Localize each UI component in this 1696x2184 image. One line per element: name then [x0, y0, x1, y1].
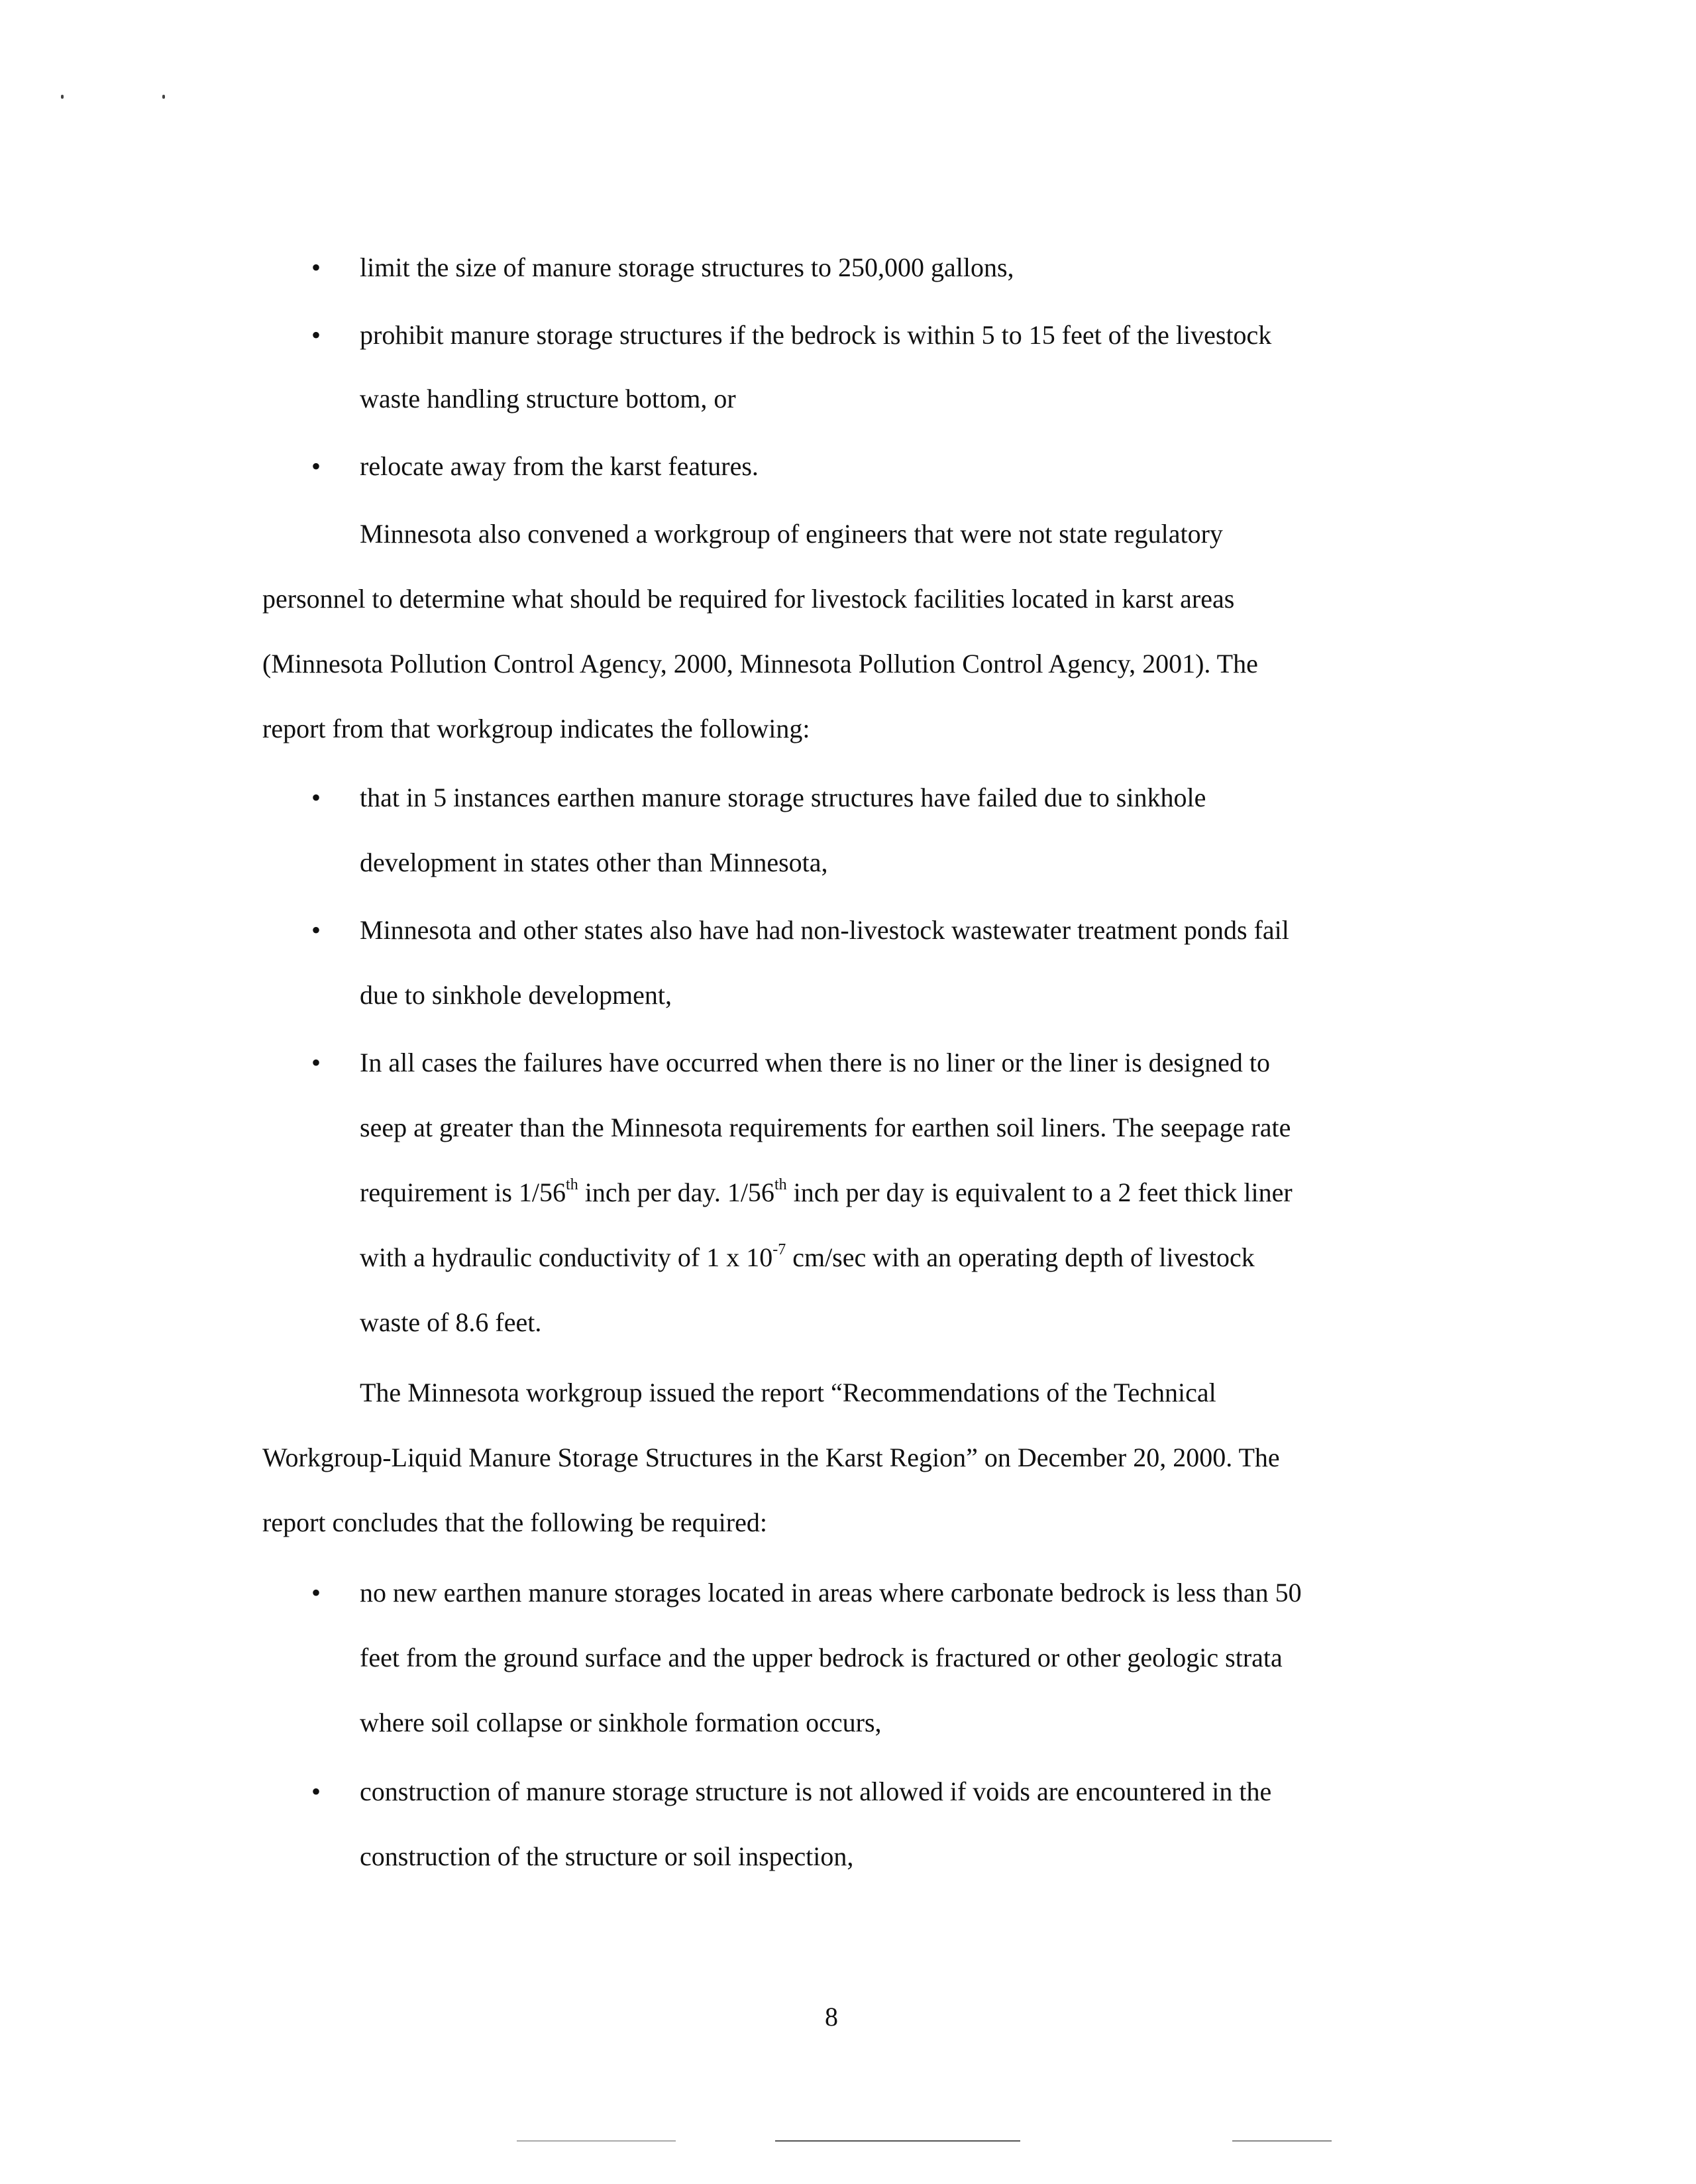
- line-text: inch per day. 1/56: [578, 1177, 774, 1207]
- para2-line2: Workgroup-Liquid Manure Storage Structures in the Karst Region” on December 20, 2000. The: [262, 1443, 1280, 1472]
- list2-item3-line4: [360, 1242, 1255, 1274]
- list1-item3-line1: relocate away from the karst features.: [360, 451, 759, 481]
- bullet: •: [311, 252, 321, 282]
- page-number: 8: [825, 2002, 838, 2032]
- list2-item3-line1: In all cases the failures have occurred when there is no liner or the liner is designed to: [360, 1048, 1270, 1077]
- superscript: th: [774, 1175, 787, 1193]
- list2-item1-line1: that in 5 instances earthen manure storage structures have failed due to sinkhole: [360, 783, 1206, 812]
- list3-item1-line1: no new earthen manure storages located in areas where carbonate bedrock is less than 50: [360, 1578, 1302, 1608]
- superscript: -7: [772, 1240, 786, 1258]
- line-text: inch per day is equivalent to a 2 feet thick liner: [786, 1177, 1293, 1207]
- line-text: cm/sec with an operating depth of livestock: [786, 1242, 1255, 1272]
- bullet: •: [311, 1048, 321, 1077]
- list3-item1-line2: feet from the ground surface and the upper bedrock is fractured or other geologic strata: [360, 1643, 1283, 1672]
- para2-line3: report concludes that the following be required:: [262, 1507, 767, 1537]
- bullet: •: [311, 783, 321, 812]
- scan-rule: [517, 2140, 676, 2142]
- bullet: •: [311, 1578, 321, 1608]
- list1-item2-line1: prohibit manure storage structures if the bedrock is within 5 to 15 feet of the livestock: [360, 320, 1272, 350]
- bullet: •: [311, 320, 321, 350]
- list2-item2-line2: due to sinkhole development,: [360, 980, 672, 1010]
- line-text: with a hydraulic conductivity of 1 x 10: [360, 1242, 773, 1272]
- list2-item3-line5: waste of 8.6 feet.: [360, 1307, 542, 1337]
- bullet: •: [311, 451, 321, 481]
- list3-item1-line3: where soil collapse or sinkhole formation occurs,: [360, 1708, 882, 1737]
- scan-speck: [61, 95, 64, 99]
- list3-item2-line2: construction of the structure or soil inspection,: [360, 1841, 854, 1871]
- para1-line1: Minnesota also convened a workgroup of engineers that were not state regulatory: [360, 519, 1223, 549]
- para2-line1: The Minnesota workgroup issued the report “Recommendations of the Technical: [360, 1378, 1216, 1407]
- para1-line4: report from that workgroup indicates the following:: [262, 714, 810, 743]
- scan-speck: [162, 95, 165, 99]
- line-text: requirement is 1/56: [360, 1177, 566, 1207]
- list2-item3-line2: seep at greater than the Minnesota requirements for earthen soil liners. The seepage rate: [360, 1113, 1291, 1142]
- list2-item2-line1: Minnesota and other states also have had non-livestock wastewater treatment ponds fail: [360, 915, 1289, 945]
- bullet: •: [311, 1776, 321, 1806]
- bullet: •: [311, 915, 321, 945]
- list2-item1-line2: development in states other than Minnesota,: [360, 847, 828, 877]
- para1-line2: personnel to determine what should be required for livestock facilities located in karst areas: [262, 584, 1235, 614]
- list1-item2-line2: waste handling structure bottom, or: [360, 384, 736, 413]
- list2-item3-line3: [360, 1177, 1293, 1209]
- para1-line3: (Minnesota Pollution Control Agency, 2000, Minnesota Pollution Control Agency, 2001). The: [262, 649, 1258, 679]
- scan-rule: [775, 2140, 1020, 2142]
- scan-rule: [1232, 2140, 1332, 2142]
- list1-item1-line1: limit the size of manure storage structures to 250,000 gallons,: [360, 252, 1014, 282]
- list3-item2-line1: construction of manure storage structure is not allowed if voids are encountered in the: [360, 1776, 1272, 1806]
- superscript: th: [566, 1175, 578, 1193]
